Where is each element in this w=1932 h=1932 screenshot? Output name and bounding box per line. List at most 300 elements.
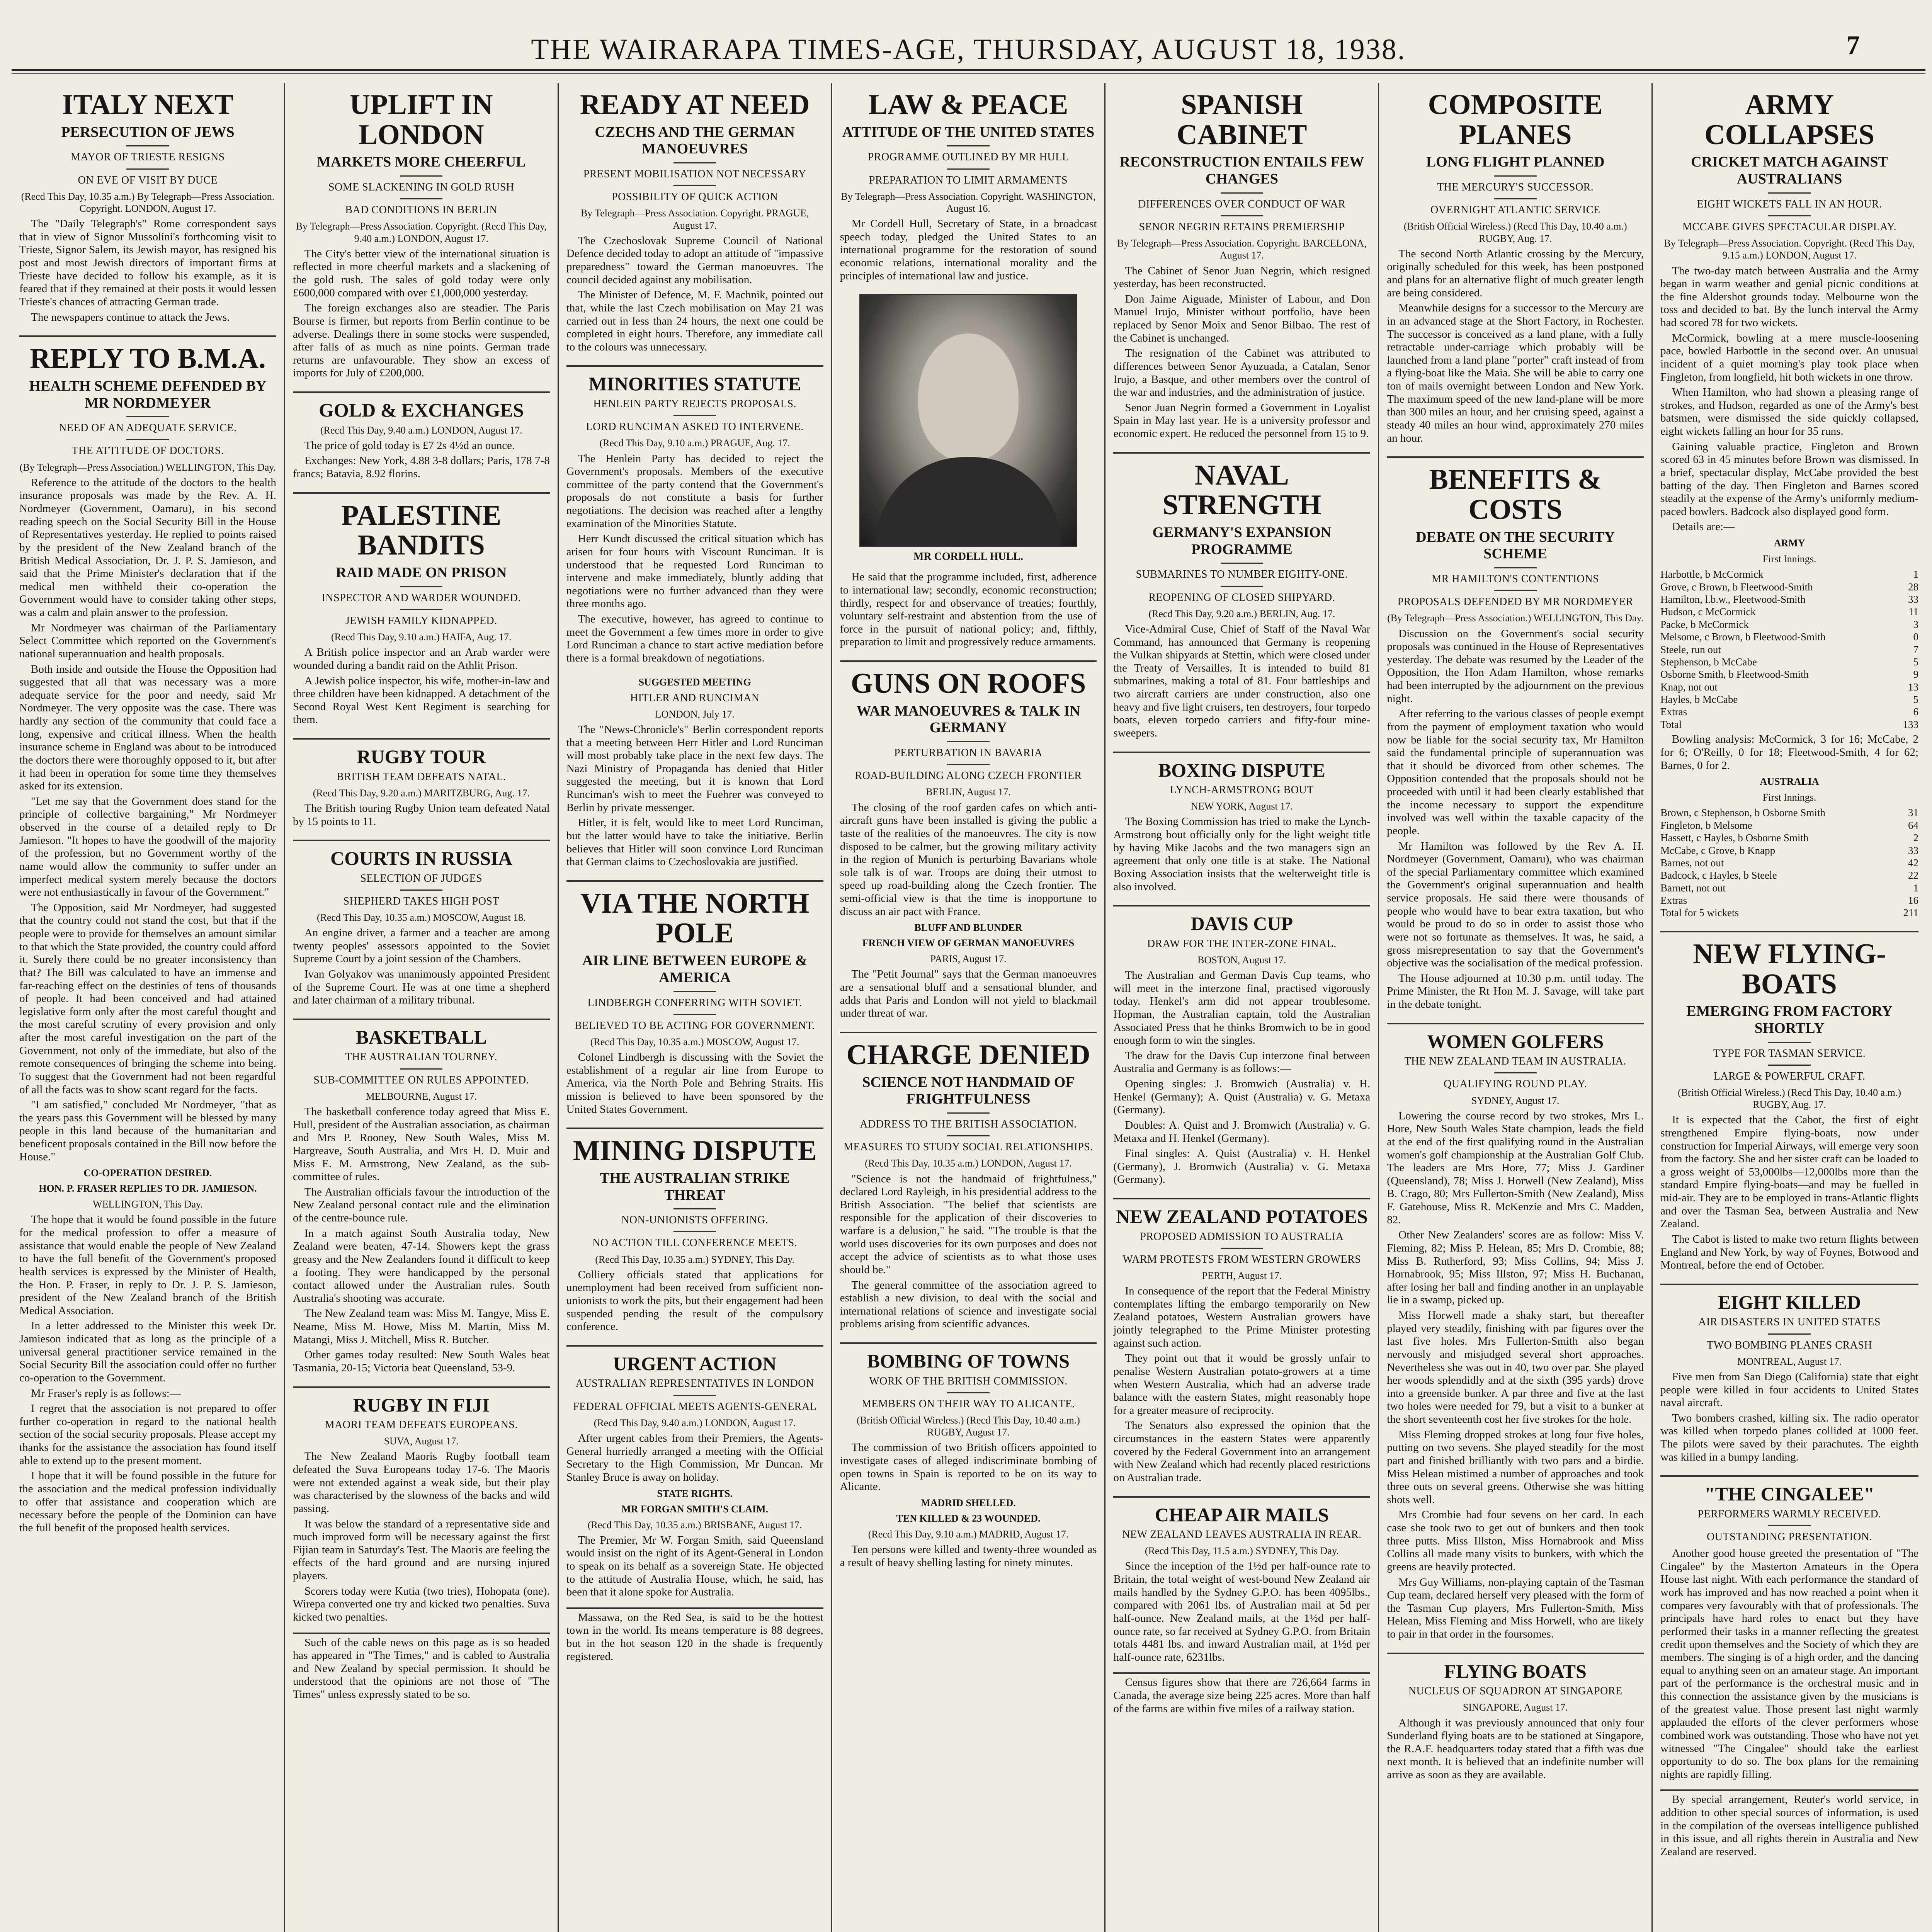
deck: NON-UNIONISTS OFFERING. — [621, 1214, 769, 1226]
scorecard-title: ARMY — [1774, 537, 1805, 549]
paragraph: Another good house greeted the presentation of "The Cingalee" by the Masterton Amateurs in the Opera House last night. With each performance the standard of work has improved and has now reached a point when it compares very favourably with that of professionals. The principals have hard roles to enact but they have performed their tasks in a manner reflecting the greatest credit upon themselves and the Society of which they are members. The singing is of a high order, and the dancing equal to anything seen on an amateur stage. An important part of the performance is the orchestral music and in this connection the assistance given by the musicians is of the greatest value. Those present last night warmly applauded the efforts of the clever performers whose combined work was outstanding. Those who have not yet witnessed "The Cingalee" should take the earliest opportunity to do so. The box plans for the remaining nights are rapidly filling. — [1660, 1547, 1919, 1781]
deck: MAORI TEAM DEFEATS EUROPEANS. — [325, 1419, 518, 1431]
deck: NO ACTION TILL CONFERENCE MEETS. — [592, 1237, 798, 1249]
batsman: Stephenson, b McCabe — [1660, 656, 1757, 668]
story-minorities-statute — [566, 374, 823, 665]
scorecard-title: AUSTRALIA — [1760, 776, 1819, 787]
story-rugby-in-fiji — [293, 1395, 550, 1701]
score-row — [1660, 631, 1918, 643]
dateline: SINGAPORE, August 17. — [1463, 1702, 1568, 1713]
deck: SCIENCE NOT HANDMAID OF FRIGHTFULNESS — [862, 1074, 1075, 1107]
paragraph: "I am satisfied," concluded Mr Nordmeyer, "that as the years pass this Government will be blessed by many people in this land because of the humanitarian and beneficent proposals contained in the Bill now before the House." — [19, 1099, 276, 1163]
divider — [293, 738, 550, 740]
paragraph: Exchanges: New York, 4.88 3-8 dollars; Paris, 178 7-8 francs; Batavia, 8.92 florins. — [293, 454, 550, 480]
paragraph: Doubles: A. Quist and J. Bromwich (Australia) v. G. Metaxa and H. Henkel (Germany). — [1113, 1119, 1371, 1145]
batsman: Hudson, c McCormick — [1660, 606, 1756, 618]
dateline: MONTREAL, August 17. — [1737, 1355, 1842, 1367]
masthead — [0, 0, 1932, 66]
headline: BOMBING OF TOWNS — [867, 1350, 1070, 1372]
rule — [400, 609, 442, 610]
paragraph: The foreign exchanges also are steadier. The Paris Bourse is firmer, but reports from Berlin continue to be adverse. Dealings there in some stocks were suspended, after falls of as much as nine points. German trade returns are unfavourable. They show an excess of imports for July of £200,000. — [293, 302, 550, 379]
headline: BENEFITS & COSTS — [1429, 464, 1602, 526]
paragraph: The price of gold today is £7 2s 4½d an ounce. — [304, 439, 515, 452]
deck: JEWISH FAMILY KIDNAPPED. — [345, 614, 497, 627]
deck: PROGRAMME OUTLINED BY MR HULL — [867, 151, 1069, 163]
dateline: (Recd This Day, 10.35 a.m.) SYDNEY, This Day. — [595, 1253, 795, 1265]
paragraph: The closing of the roof garden cafes on which anti-aircraft guns have been installed is giving the public a taste of the realities of the manoeuvres. The city is now disposed to be calmer, but the growing military activity in the region of Munich is perturbing Bavarians whole sole talk is of war. Troops are doing their utmost to speed up road-building along the Czech frontier. The semi-official view is that the time is inopportune to discuss an air pact with France. — [840, 801, 1097, 918]
divider — [1387, 1023, 1644, 1024]
paragraph: The Australian and German Davis Cup teams, who will meet in the interzone final, practised vigorously today. Henkel's arm did not appear troublesome. Hopman, the Australian captain, told the Australian Associated Press that he thinks Bromwich to be in good enough form to win the singles. — [1113, 969, 1371, 1047]
headline: WOMEN GOLFERS — [1427, 1030, 1604, 1052]
story-women-golfers — [1387, 1031, 1644, 1641]
deck: THE NEW ZEALAND TEAM IN AUSTRALIA. — [1404, 1055, 1626, 1068]
scorecard-subtitle: First Innings. — [1762, 553, 1816, 565]
deck: POSSIBILITY OF QUICK ACTION — [612, 191, 778, 203]
deck: NEED OF AN ADEQUATE SERVICE. — [59, 422, 237, 434]
paragraph: Mr Fraser's reply is as follows:— — [31, 1387, 181, 1400]
column-grid — [12, 83, 1926, 1932]
runs: 22 — [1908, 869, 1919, 881]
divider — [1113, 1198, 1370, 1199]
deck: INSPECTOR AND WARDER WOUNDED. — [321, 592, 521, 604]
rule — [1494, 1072, 1537, 1073]
paragraph: The "Daily Telegraph's" Rome correspondent says that in view of Signor Mussolini's forthcoming visit to Trieste, Signor Salem, its Jewish mayor, has resigned his post and most Jewish directors of important firms at Trieste have decided to follow his example, as it is feared that if they remained at their posts it would lessen Trieste's chances of attracting German trade. — [19, 218, 276, 308]
deck: MAYOR OF TRIESTE RESIGNS — [71, 151, 225, 163]
divider — [566, 880, 823, 882]
runs: 211 — [1903, 907, 1919, 919]
divider — [19, 335, 276, 337]
headline: COURTS IN RUSSIA — [330, 847, 512, 869]
batsman: Knap, not out — [1660, 681, 1718, 693]
runs: 33 — [1908, 593, 1919, 605]
photo-caption: MR CORDELL HULL. — [913, 551, 1023, 563]
deck: OVERNIGHT ATLANTIC SERVICE — [1430, 204, 1600, 216]
score-row — [1660, 844, 1918, 857]
subheading: TEN KILLED & 23 WOUNDED. — [896, 1512, 1041, 1524]
deck: EMERGING FROM FACTORY SHORTLY — [1686, 1003, 1893, 1036]
paragraph: I hope that it will be found possible in the future for the association and the medical profession individually to offer that assistance and cooperation which are necessary before the people of the Dominion can have the full benefit of the proposed health services. — [19, 1469, 276, 1534]
dateline: (Recd This Day, 9.10 a.m.) HAIFA, Aug. 17. — [331, 631, 512, 643]
paragraph: The Opposition, said Mr Nordmeyer, had suggested that the country could not stand the cost, but that if the people were to provide for themselves an amount similar to that which the State provided, the country could afford it. Surely there could be no greater inconsistency than that? The Bill was calculated to have an immense and far-reaching effect on the destinies of tens of thousands of people. It had been conceived and had attained legislative form only after the most careful thought and the most careful scrutiny of every provision and only after the most careful investigation on the part of the Government, not only of the immediate, but also of the remote consequences of bringing the scheme into being. To suggest that the Government had not been regardful of all the facts was to show scant regard for the facts. — [19, 901, 276, 1096]
paragraph: The draw for the Davis Cup interzone final between Australia and Germany is as follows:— — [1113, 1049, 1371, 1075]
dateline: (British Official Wireless.) (Recd This Day, 10.40 a.m.) RUGBY, Aug. 17. — [1678, 1087, 1901, 1111]
batsman: Brown, c Stephenson, b Osborne Smith — [1660, 807, 1825, 819]
headline: GUNS ON ROOFS — [850, 668, 1086, 699]
deck: PRESENT MOBILISATION NOT NECESSARY — [583, 168, 806, 180]
rule — [400, 586, 442, 587]
paragraph: A British police inspector and an Arab warder were wounded during a bandit raid on the Athlit Prison. — [293, 646, 550, 672]
rule — [1768, 1065, 1811, 1066]
deck: HEALTH SCHEME DEFENDED BY MR NORDMEYER — [29, 378, 267, 411]
deck: ATTITUDE OF THE UNITED STATES — [842, 124, 1095, 140]
dateline: (British Official Wireless.) (Recd This Day, 10.40 a.m.) RUGBY, August 17. — [857, 1414, 1080, 1438]
score-row — [1660, 693, 1918, 706]
dateline: SYDNEY, August 17. — [1471, 1095, 1560, 1106]
batsman: Steele, run out — [1660, 643, 1721, 655]
runs: 5 — [1913, 656, 1919, 668]
deck: DIFFERENCES OVER CONDUCT OF WAR — [1138, 198, 1346, 210]
rule — [1221, 1248, 1263, 1249]
score-row — [1660, 832, 1918, 844]
rule — [947, 145, 990, 146]
headline: NEW FLYING-BOATS — [1693, 938, 1886, 1000]
runs: 11 — [1908, 606, 1919, 618]
deck: THE AUSTRALIAN TOURNEY. — [345, 1051, 497, 1063]
story-ready-at-need — [566, 90, 823, 354]
divider — [566, 1345, 823, 1347]
deck: WORK OF THE BRITISH COMMISSION. — [869, 1375, 1068, 1387]
paragraph: In a letter addressed to the Minister this week Dr. Jamieson indicated that as long as the principle of a universal general practitioner service remained in the Social Security Bill the association could offer no further co-operation to the Government. — [19, 1320, 276, 1384]
paragraph: The hope that it would be found possible in the future for the medical profession to offer a measure of assistance that would enable the people of New Zealand to have the full benefit of the Government's proposed health services is expressed by the Minister of Health, the Hon. P. Fraser, in reply to Dr. J. P. S. Jamieson, president of the New Zealand branch of the British Medical Association. — [19, 1213, 276, 1317]
deck: LYNCH-ARMSTRONG BOUT — [1170, 784, 1314, 796]
paragraph: The British touring Rugby Union team defeated Natal by 15 points to 11. — [293, 802, 550, 828]
deck: LINDBERGH CONFERRING WITH SOVIET. — [587, 997, 802, 1009]
rule — [1494, 590, 1537, 591]
paragraph: The "News-Chronicle's" Berlin correspondent reports that a meeting between Herr Hitler and Lord Runciman will most probably take place in the next few days. The Nazi Ministry of Propaganda has denied that Hitler suggested the meeting, but it is known that Lord Runciman's wish to meet the Fuehrer was conveyed to Berlin by private messenger. — [566, 723, 823, 814]
deck: DEBATE ON THE SECURITY SCHEME — [1416, 529, 1615, 562]
paragraph: Mrs Guy Williams, non-playing captain of the Tasman Cup team, declared herself very pleased with the form of the Tasman Cup players, Mrs Fullerton-Smith, Miss Helean, Miss Fleming and Miss Horwell, who are likely to pair in that order in the foursomes. — [1387, 1576, 1644, 1641]
paragraph: A Jewish police inspector, his wife, mother-in-law and three children have been kidnapped. A detachment of the Second Royal West Kent Regiment is searching for them. — [293, 674, 550, 726]
paragraph: Opening singles: J. Bromwich (Australia) v. H. Henkel (Germany); A. Quist (Australia) v. G. Metaxa (Germany). — [1113, 1078, 1371, 1116]
story-cheap-air-mails — [1113, 1505, 1370, 1716]
paragraph: "Let me say that the Government does stand for the principle of collective bargaining," Mr Nordmeyer observed in the course of a detailed reply to Dr Jamieson. "It hopes to have the goodwill of the majority of the profession, but no Government worthy of the name would allow the community to suffer under an imperfect medical system merely because the doctors were not enthusiastically in favour of the Government." — [19, 795, 276, 899]
runs: 3 — [1913, 618, 1919, 630]
rule — [1221, 563, 1263, 564]
dateline: By Telegraph—Press Association. Copyright. PRAGUE, August 17. — [580, 207, 809, 231]
deck: DRAW FOR THE INTER-ZONE FINAL. — [1147, 937, 1337, 950]
army-scorecard — [1660, 568, 1918, 731]
deck: SENOR NEGRIN RETAINS PREMIERSHIP — [1139, 221, 1345, 233]
rule — [1768, 1333, 1811, 1335]
subheading: MR FORGAN SMITH'S CLAIM. — [621, 1503, 769, 1515]
paragraph: Both inside and outside the House the Opposition had suggested that all that was necessary was a more adequate service for the poor and needy, said Mr Nordmeyer. The very opposite was the case. There was hardly any section of the community that could face a long, expensive and critical illness. When the health insurance scheme in England was about to be introduced the doctors there were thoroughly opposed to it, but after it had been in operation for some time they themselves asked for its extension. — [19, 663, 276, 793]
batsman: Barnes, not out — [1660, 857, 1724, 869]
rule — [126, 416, 169, 417]
deck: LONG FLIGHT PLANNED — [1426, 154, 1605, 170]
rule — [400, 175, 442, 177]
rule — [400, 889, 442, 891]
deck: PROPOSED ADMISSION TO AUSTRALIA — [1140, 1230, 1344, 1243]
runs: 2 — [1913, 832, 1919, 844]
rule — [1494, 198, 1537, 199]
rule — [126, 439, 169, 440]
deck: BELIEVED TO BE ACTING FOR GOVERNMENT. — [575, 1019, 815, 1032]
australia-scorecard — [1660, 806, 1918, 919]
subheading: SUGGESTED MEETING — [638, 676, 751, 688]
paragraph: The resignation of the Cabinet was attributed to differences between Senor Ayuzuada, a Catalan, Senor Irujo, a Basque, and other members over the control of the war and industries, and the administration of justice. — [1113, 347, 1371, 399]
column-2 — [285, 83, 559, 1932]
dateline: (British Official Wireless.) (Recd This Day, 10.40 a.m.) RUGBY, Aug. 17. — [1403, 221, 1627, 244]
story-army-collapses — [1660, 90, 1918, 919]
rule — [1494, 567, 1537, 568]
dateline: LONDON, July 17. — [655, 708, 735, 720]
paragraph: Senor Juan Negrin formed a Government in Loyalist Spain in May last year. He is a university professor and economic expert. He reduced the personnel from 15 to 9. — [1113, 401, 1371, 440]
paragraph: Two bombers crashed, killing six. The radio operator was killed when torpedo planes collided at 1000 feet. The pilots were saved by their parachutes. The eighth was killed in a bumpy landing. — [1660, 1412, 1919, 1463]
headline: BASKETBALL — [355, 1026, 487, 1048]
rule — [1221, 192, 1263, 194]
paragraph: The New Zealand team was: Miss M. Tangye, Miss E. Neame, Miss M. Howe, Miss M. Martin, Miss M. Matangi, Miss J. Mitchell, Miss R. Butcher. — [293, 1307, 550, 1346]
deck: GERMANY'S EXPANSION PROGRAMME — [1152, 524, 1332, 558]
score-row — [1660, 894, 1918, 906]
divider — [293, 1633, 550, 1634]
story-charge-denied — [840, 1040, 1097, 1331]
deck: TYPE FOR TASMAN SERVICE. — [1713, 1047, 1866, 1060]
batsman: Melsome, c Brown, b Fleetwood-Smith — [1660, 631, 1826, 643]
headline: RUGBY TOUR — [357, 746, 486, 767]
paragraph: The Czechoslovak Supreme Council of National Defence decided today to adopt an attitude of "impassive preparedness" toward the German manoeuvres. The council decided against any mobilisation. — [566, 234, 823, 286]
story-new-zealand-potatoes — [1113, 1206, 1370, 1484]
score-row — [1660, 605, 1918, 618]
rule — [1768, 215, 1811, 216]
extras: Extras — [1660, 706, 1687, 718]
story-uplift-in-london — [293, 90, 550, 380]
divider — [840, 1342, 1097, 1344]
paragraph: The basketball conference today agreed that Miss E. Hull, president of the Australian association, as chairman and Mrs P. Rooney, New South Wales, Miss M. Hargreave, South Australia, and Mrs H. D. Muir and Miss E. M. Armstrong, New Zealand, as the sub-committee of rules. — [293, 1105, 550, 1183]
total: Total — [1660, 718, 1682, 730]
deck: ADDRESS TO THE BRITISH ASSOCIATION. — [860, 1118, 1077, 1130]
rule — [673, 185, 716, 186]
story-law-and-peace — [840, 90, 1097, 649]
headline: VIA THE NORTH POLE — [580, 887, 810, 949]
batsman: Fingleton, b Melsome — [1660, 819, 1752, 831]
story-guns-on-roofs — [840, 669, 1097, 1020]
headline: NAVAL STRENGTH — [1162, 459, 1321, 521]
dateline: (Recd This Day, 9.10 a.m.) PRAGUE, Aug. 17. — [599, 437, 790, 449]
divider — [1387, 1653, 1644, 1654]
paragraph: In a match against South Australia today, New Zealand were beaten, 47-14. Showers kept the grass greasy and the New Zealanders found it difficult to keep a footing. They were handicapped by the personal contact allowed under the Australian rules. South Australia's shooting was accurate. — [293, 1227, 550, 1304]
headline: LAW & PEACE — [868, 89, 1068, 121]
divider — [1660, 931, 1918, 932]
story-urgent-action — [566, 1354, 823, 1663]
headline: MINING DISPUTE — [573, 1135, 817, 1167]
paragraph: The executive, however, has agreed to continue to meet the Government a few times more in order to give Lord Runciman a chance to start active mediation before there is a formal breakdown of negotiations. — [566, 613, 823, 664]
dateline: (Recd This Day, 10.35 a.m.) LONDON, August 17. — [865, 1158, 1072, 1169]
paragraph: Mr Cordell Hull, Secretary of State, in a broadcast speech today, pledged the United States to an international programme for the restoration of sound economic relations, international morality and the principles of international law and justice. — [840, 218, 1097, 282]
notice: By special arrangement, Reuter's world service, in addition to other special sources of information, is used in the compilation of the overseas intelligence published in this issue, and all rights therein in Australia and New Zealand are reserved. — [1660, 1793, 1919, 1858]
score-row — [1660, 593, 1918, 605]
headline: RUGBY IN FIJI — [353, 1394, 490, 1416]
dateline: (Recd This Day, 10.35 a.m.) MOSCOW, August 17. — [590, 1036, 799, 1048]
rule — [673, 415, 716, 416]
runs: 0 — [1913, 631, 1919, 643]
rule — [673, 1231, 716, 1232]
paragraph: In consequence of the report that the Federal Ministry contemplates lifting the embargo temporarily on New Zealand potatoes, Western Australian growers have jointly telegraphed to the Prime Minister protesting against such action. — [1113, 1285, 1371, 1349]
rule — [400, 198, 442, 199]
deck: ON EVE OF VISIT BY DUCE — [78, 174, 218, 186]
paragraph: Miss Horwell made a shaky start, but thereafter played very steadily, finishing with par figures over the last five holes. Mrs Fullerton-Smith also began nervously and misjudged several short approaches. Nevertheless she was out in 40, two over par. She played her woods splendidly and at the sixth (395 yards) drove into a greenside bunker. A par three and five at the last two holes were needed for 79, but a visit to a bunker at the short seventeenth cost her five strokes for the hole. — [1387, 1309, 1644, 1426]
paragraph: Ten persons were killed and twenty-three wounded as a result of heavy shelling lasting for ninety minutes. — [840, 1543, 1097, 1569]
paragraph: After referring to the various classes of people exempt from the payment of employment taxation who would now be liable for the social security tax, Mr Hamilton said the fundamental principle of superannuation was that it should be divorced from other schemes. The Opposition contended that the proposals should not be proceeded with until it had been clearly established that the income necessary to support the expenditure involved was well within the taxable capacity of the people. — [1387, 707, 1644, 837]
rule — [400, 1068, 442, 1070]
paragraph: An engine driver, a farmer and a teacher are among twenty peoples' assessors appointed to the Soviet Supreme Court by a joint session of the Chambers. — [293, 927, 550, 965]
story-bombing-of-towns — [840, 1351, 1097, 1569]
deck: NUCLEUS OF SQUADRON AT SINGAPORE — [1408, 1685, 1622, 1697]
paragraph: McCormick, bowling at a mere muscle-loosening pace, bowled Harbottle in the second over. An unusual incident of a quiet morning's play took place when Fingleton, from longfield, hit both wickets in one throw. — [1660, 332, 1919, 383]
rule — [673, 991, 716, 992]
deck: ROAD-BUILDING ALONG CZECH FRONTIER — [855, 770, 1082, 782]
rule — [947, 741, 990, 742]
runs: 5 — [1913, 694, 1919, 706]
divider — [840, 660, 1097, 662]
paragraph: Other New Zealanders' scores are as follow: Miss V. Fleming, 82; Miss P. Helean, 85; Mrs D. Crombie, 88; Miss B. Rutherford, 93; Miss Collins, 94; Miss J. Hornabrook, 95; Miss Illston, 97; Miss H. Buchanan, after losing her ball and finding another in an unplayable lie in a swamp, picked up. — [1387, 1229, 1644, 1306]
runs: 1 — [1913, 882, 1919, 894]
deck: PERFORMERS WARMLY RECEIVED. — [1697, 1508, 1881, 1520]
dateline: PERTH, August 17. — [1202, 1270, 1282, 1281]
paragraph: The two-day match between Australia and the Army began in warm weather and genial picnic conditions at the fine Aldershot grounds today. Melbourne won the toss and decided to bat. By the lunch interval the Army had scored 78 for two wickets. — [1660, 264, 1919, 329]
paragraph: Vice-Admiral Cuse, Chief of Staff of the Naval War Command, has announced that Germany is reopening the Vulkan shipyards at Stettin, which were closed under the Treaty of Versailles. It is intended to build 81 submarines, making a total of 81. Four battleships and two aircraft carriers are under construction, also one heavy and five light cruisers, ten destroyers, four torpedo boats, eleven torpedo carriers and fifty-four mine-sweepers. — [1113, 622, 1371, 739]
score-row — [1660, 681, 1918, 693]
deck: CRICKET MATCH AGAINST AUSTRALIANS — [1691, 154, 1888, 187]
column-1 — [12, 83, 285, 1932]
story-spanish-cabinet — [1113, 90, 1370, 440]
subheading: HON. P. FRASER REPLIES TO DR. JAMIESON. — [39, 1183, 257, 1194]
rule — [1221, 215, 1263, 216]
portrait-suit — [876, 457, 1061, 546]
batsman: Osborne Smith, b Fleetwood-Smith — [1660, 668, 1809, 680]
paragraph: Discussion on the Government's social security proposals was continued in the House of Representatives yesterday. The debate was resumed by the Leader of the Opposition, the Hon Adam Hamilton, whose remarks had been interrupted by the adjournment on the previous night. — [1387, 627, 1644, 705]
batsman: McCabe, c Grove, b Knapp — [1660, 844, 1776, 856]
story-palestine-bandits — [293, 501, 550, 726]
story-italy-next — [19, 90, 276, 324]
dateline: (Recd This Day, 11.5 a.m.) SYDNEY, This Day. — [1145, 1545, 1339, 1557]
dateline: (Recd This Day, 10.35 a.m.) By Telegraph—Press Association. Copyright. LONDON, August 17. — [21, 190, 275, 214]
deck: PERSECUTION OF JEWS — [61, 124, 235, 140]
runs: 42 — [1908, 857, 1919, 869]
deck: MR HAMILTON'S CONTENTIONS — [1432, 573, 1599, 585]
story-courts-in-russia — [293, 848, 550, 1007]
runs: 33 — [1908, 844, 1919, 856]
paragraph: The Henlein Party has decided to reject the Government's proposals. Members of the executive committee of the party contend that the Government's proposals do not constitute a basis for further negotiations. The decision was reached after a lengthy examination of the Minorities Statute. — [566, 452, 823, 530]
paragraph: The Premier, Mr W. Forgan Smith, said Queensland would insist on the right of its Agent-General in London to speak on its behalf as a sovereign State. He objected to the attitude of Australia House, which, he said, has been that it alone spoke for Australia. — [566, 1534, 823, 1599]
portrait-face — [918, 333, 1019, 461]
runs: 6 — [1913, 706, 1919, 718]
paragraph: The Minister of Defence, M. F. Machnik, pointed out that, while the last Czech mobilisation on May 21 was carried out in less than 24 hours, the next one could be completed in eight hours. Therefore, any immediate call to the colours was unnecessary. — [566, 289, 823, 353]
headline: BOXING DISPUTE — [1158, 759, 1325, 781]
story-mining-dispute — [566, 1136, 823, 1333]
story-davis-cup — [1113, 913, 1370, 1186]
paragraph: The New Zealand Maoris Rugby football team defeated the Suva Europeans today 17-6. The Maoris were not extended against a weak side, but their play was characterised by the slowness of the backs and wild passing. — [293, 1450, 550, 1515]
headline: UPLIFT IN LONDON — [349, 89, 493, 151]
paragraph: Mr Hamilton was followed by the Rev A. H. Nordmeyer (Government, Oamaru), who was chairman of the special Parliamentary committee which examined the Government's original superannuation and health service proposals. He said there were thousands of people who would have to bear extra taxation, but who would be proud to do so in order to assist those who were not so fortunate as themselves. It was, he said, a gross misrepresentation to say that the Government's objective was the socialisation of the medical profession. — [1387, 840, 1644, 969]
score-row — [1660, 706, 1918, 718]
headline: READY AT NEED — [580, 89, 810, 121]
column-4 — [832, 83, 1106, 1932]
headline: COMPOSITE PLANES — [1428, 89, 1603, 151]
divider — [1660, 1284, 1918, 1285]
filler-paragraph: Massawa, on the Red Sea, is said to be the hottest town in the world. Its means temperature is 88 degrees, but in the hot season 120 in the shade is frequently registered. — [566, 1611, 823, 1663]
paragraph: He said that the programme included, first, adherence to international law; secondly, economic reconstruction; thirdly, respect for and observance of treaties; fourthly, voluntary self-restraint and abstention from the use of force in the pursuit of national policy; and, fifthly, preparation to limit and progressively reduce armaments. — [840, 571, 1097, 648]
deck: QUALIFYING ROUND PLAY. — [1444, 1078, 1587, 1090]
deck: MCCABE GIVES SPECTACULAR DISPLAY. — [1682, 221, 1897, 233]
masthead-rule — [12, 69, 1925, 71]
deck: AIR LINE BETWEEN EUROPE & AMERICA — [582, 952, 808, 986]
deck: LARGE & POWERFUL CRAFT. — [1713, 1070, 1866, 1082]
deck: RAID MADE ON PRISON — [336, 565, 507, 581]
dateline: SUVA, August 17. — [384, 1435, 459, 1447]
dateline: (Recd This Day, 9.40 a.m.) LONDON, August 17. — [594, 1417, 796, 1429]
rule — [673, 1395, 716, 1396]
story-flying-boats — [1387, 1661, 1644, 1782]
deck: THE ATTITUDE OF DOCTORS. — [71, 445, 224, 457]
rule — [673, 1208, 716, 1209]
score-row — [1660, 643, 1918, 656]
score-row — [1660, 869, 1918, 881]
deck: MARKETS MORE CHEERFUL — [317, 154, 526, 170]
deck: LORD RUNCIMAN ASKED TO INTERVENE. — [586, 421, 804, 433]
headline: DAVIS CUP — [1190, 913, 1293, 935]
paragraph: The general committee of the association agreed to establish a new division, to deal with the social and international relations of science and investigate social problems arising from scientific advances. — [840, 1279, 1097, 1330]
rule — [126, 168, 169, 170]
headline: SPANISH CABINET — [1177, 89, 1307, 151]
runs: 1 — [1913, 568, 1919, 580]
batsman: Harbottle, b McCormick — [1660, 568, 1764, 580]
score-row — [1660, 806, 1918, 819]
headline: "THE CINGALEE" — [1704, 1483, 1875, 1505]
divider — [1113, 1496, 1370, 1498]
column-7 — [1653, 83, 1926, 1932]
runs: 28 — [1908, 581, 1919, 593]
runs: 7 — [1913, 643, 1919, 655]
rule — [126, 145, 169, 146]
headline: CHEAP AIR MAILS — [1155, 1503, 1329, 1526]
runs: 16 — [1908, 895, 1919, 906]
paragraph: The "Petit Journal" says that the German manoeuvres are a sensational bluff and a sensational blunder, and adds that Paris and London will not yield to blackmail under threat of war. — [840, 968, 1097, 1020]
page-number: 7 — [1846, 31, 1860, 60]
dateline: By Telegraph—Press Association. Copyright. WASHINGTON, August 16. — [841, 190, 1096, 214]
dateline: By Telegraph—Press Association. Copyright. (Recd This Day, 9.15 a.m.) LONDON, August 17. — [1664, 238, 1915, 261]
story-gold-exchanges — [293, 400, 550, 481]
deck: FEDERAL OFFICIAL MEETS AGENTS-GENERAL — [573, 1400, 817, 1413]
score-row — [1660, 568, 1918, 580]
headline: CHARGE DENIED — [846, 1039, 1090, 1071]
deck: PERTURBATION IN BAVARIA — [894, 747, 1043, 759]
column-5 — [1105, 83, 1379, 1932]
dateline: BOSTON, August 17. — [1197, 954, 1286, 966]
batsman: Grove, c Brown, b Fleetwood-Smith — [1660, 581, 1813, 593]
score-row — [1660, 656, 1918, 668]
batsman: Hamilton, l.b.w., Fleetwood-Smith — [1660, 593, 1806, 605]
divider — [293, 840, 550, 841]
divider — [1113, 452, 1370, 454]
score-row — [1660, 668, 1918, 680]
deck: EIGHT WICKETS FALL IN AN HOUR. — [1697, 198, 1882, 210]
rule — [1768, 1525, 1811, 1526]
deck: TWO BOMBING PLANES CRASH — [1707, 1339, 1872, 1351]
paragraph: The commission of two British officers appointed to investigate cases of alleged indiscriminate bombing of open towns in Spain is reported to be on its way to Alicante. — [840, 1441, 1097, 1493]
deck: PREPARATION TO LIMIT ARMAMENTS — [869, 174, 1068, 186]
rule — [947, 764, 990, 765]
story-suggested-meeting — [566, 677, 823, 869]
portrait-photo — [859, 294, 1077, 547]
batsman: Hayles, b McCabe — [1660, 694, 1738, 706]
batsman: Packe, b McCormick — [1660, 618, 1749, 630]
story-boxing-dispute — [1113, 760, 1370, 894]
dateline: PARIS, August 17. — [930, 953, 1007, 965]
paragraph: The Cabinet of Senor Juan Negrin, which resigned yesterday, has been reconstructed. — [1113, 264, 1371, 290]
deck: MEMBERS ON THEIR WAY TO ALICANTE. — [861, 1398, 1075, 1410]
paragraph: Herr Kundt discussed the critical situation which has arisen for four hours with Viscount Runciman. It is understood that he requested Lord Runciman to intervene and make immediately, bluntly adding that negotiations were no further advanced than they were three months ago. — [566, 532, 823, 610]
paragraph: Miss Fleming dropped strokes at long four five holes, putting on two sevens. She played steadily for the most part and finished brilliantly with two pars and a birdie. Miss Helean mistimed a number of approaches and took three outs on several greens. Otherwise she was hitting shots well. — [1387, 1428, 1644, 1506]
extras: Extras — [1660, 895, 1687, 906]
story-rugby-tour — [293, 747, 550, 828]
deck: SHEPHERD TAKES HIGH POST — [343, 895, 500, 907]
story-new-flying-boats — [1660, 939, 1918, 1272]
score-row — [1660, 819, 1918, 832]
divider — [293, 1386, 550, 1388]
rule — [947, 168, 990, 170]
deck: SUB-COMMITTEE ON RULES APPOINTED. — [313, 1074, 529, 1086]
deck: CZECHS AND THE GERMAN MANOEUVRES — [595, 124, 795, 157]
